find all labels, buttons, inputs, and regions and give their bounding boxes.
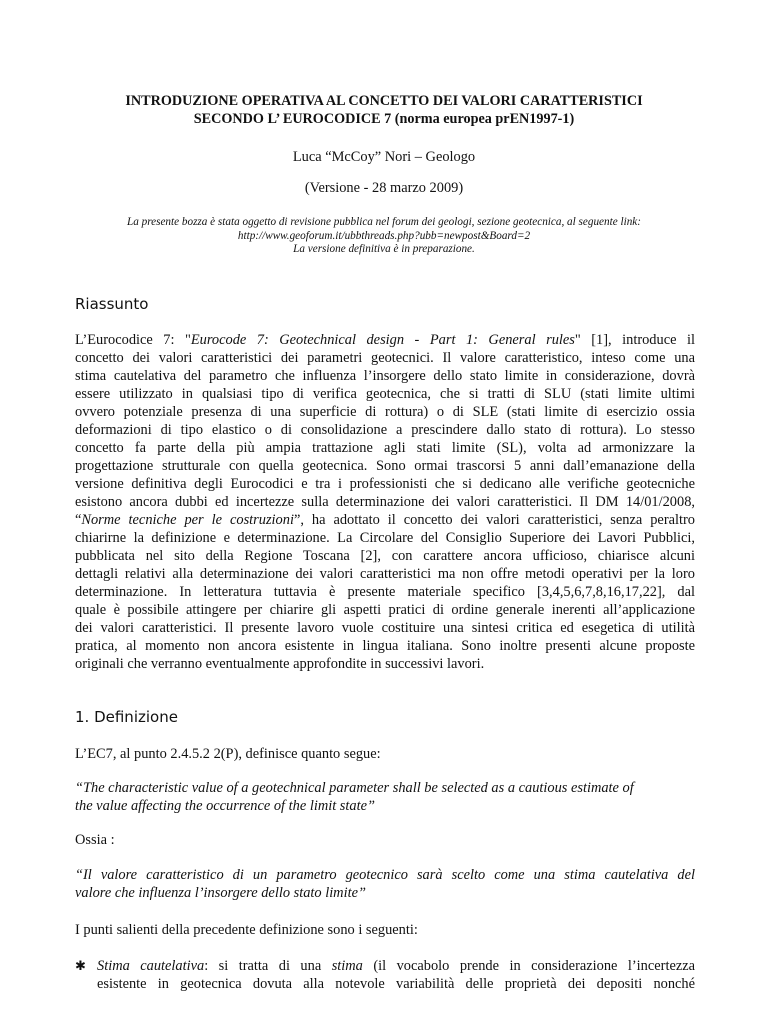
term-italic: Stima cautelativa — [97, 958, 205, 974]
author-line: Luca “McCoy” Nori – Geologo — [292, 149, 476, 165]
section-paragraph: Ossia : — [75, 832, 115, 848]
abstract-line: determinazione. In letteratura tuttavia è presente materiale specifico [3,4,5,6,7,8,16,17,22], dal — [75, 584, 695, 600]
abstract-line: quale è possibile attingere per chiarire gli aspetti pratici di ordine generale inerenti all’applicazione — [75, 602, 695, 618]
abstract-paragraph — [75, 331, 695, 673]
bullet-text — [97, 957, 695, 993]
title-line-1: INTRODUZIONE OPERATIVA AL CONCETTO DEI VALORI CARATTERISTICI — [125, 93, 643, 109]
abstract-line: stima cautelativa del parametro che influenza l’insorgere dello stato limite in considerazione, dovrà — [75, 368, 695, 384]
bullet-line: esistente in geotecnica dovuta alla notevole variabilità delle proprietà dei depositi nonché — [97, 976, 695, 992]
eurocode-title-italic: Eurocode 7: Geotechnical design - Part 1: General rules — [190, 332, 575, 348]
version-line: (Versione - 28 marzo 2009) — [304, 180, 464, 196]
term-italic: stima — [331, 958, 363, 974]
text-run: “ — [75, 512, 82, 528]
abstract-line: ovvero potenziale presenza di una superficie di rottura) o di SLE (stati limite di esercizio ossia — [75, 404, 695, 420]
abstract-line: esistono ancora dubbi ed incertezze sulla determinazione dei valori caratteristici. Il DM 14/01/2008, — [75, 494, 695, 510]
abstract-line: pratica, al momento non ancora esistente in lingua italiana. Sono inoltre presenti alcune proposte — [75, 638, 695, 654]
note-link[interactable]: http://www.geoforum.it/ubbthreads.php?ubb=newpost&Board=2 — [237, 229, 531, 242]
section-paragraph: L’EC7, al punto 2.4.5.2 2(P), definisce quanto segue: — [75, 746, 381, 762]
text-run: " [1], introduce il — [574, 332, 695, 348]
bullet-item — [75, 957, 695, 993]
abstract-line: chiarirne la definizione e determinazione. La Circolare del Consiglio Superiore dei Lavori Pubblici, — [75, 530, 695, 546]
english-quote — [75, 779, 695, 815]
revision-note — [60, 216, 708, 257]
abstract-line: dettagli relativi alla determinazione dei valori caratteristici ma non offre metodi operativi per la loro — [75, 566, 695, 582]
asterisk-bullet-icon: ✱ — [75, 958, 86, 973]
text-run: ”, ha adottato il concetto dei valori caratteristici, senza peraltro — [293, 512, 695, 528]
note-line-3: La versione definitiva è in preparazione. — [293, 243, 475, 255]
quote-line: “The characteristic value of a geotechnical parameter shall be selected as a cautious estimate of — [75, 780, 634, 796]
section-paragraph: I punti salienti della precedente definizione sono i seguenti: — [75, 922, 418, 938]
abstract-line: deformazioni di tipo elastico o di consolidazione a prescindere dallo stato di rottura). Lo stesso — [75, 422, 695, 438]
abstract-line: dei valori caratteristici. Il presente lavoro vuole costituire una sintesi critica ed esegetica di utilità — [75, 620, 695, 636]
document-title — [60, 92, 708, 128]
quote-line: valore che influenza l’insorgere dello stato limite” — [75, 885, 366, 901]
bullet-line — [97, 957, 695, 975]
quote-line: the value affecting the occurrence of the limit state” — [75, 798, 375, 814]
abstract-line: progettazione strutturale con quella geotecnica. Sono ormai trascorsi 5 anni dall’emanazione della — [75, 458, 695, 474]
abstract-line: originali che verranno eventualmente approfondite in successivi lavori. — [75, 656, 485, 672]
italian-quote — [75, 866, 695, 902]
text-run: (il vocabolo prende in considerazione l’incertezza — [362, 958, 695, 974]
abstract-line — [75, 331, 695, 349]
abstract-line — [75, 511, 695, 529]
quote-line: “Il valore caratteristico di un parametro geotecnico sarà scelto come una stima cautelativa del — [75, 867, 695, 883]
text-run: : si tratta di una — [204, 958, 332, 974]
abstract-line: pubblicata nel sito della Regione Toscana [2], con carattere ancora ufficioso, chiarisce alcuni — [75, 548, 695, 564]
title-line-2: SECONDO L’ EUROCODICE 7 (norma europea prEN1997-1) — [193, 111, 575, 127]
abstract-line: essere utilizzato in qualsiasi tipo di verifica geotecnica, che si tratti di SLU (stati limite ultimi — [75, 386, 695, 402]
abstract-line: concetto dei valori caratteristici dei parametri geotecnici. Il valore caratteristico, inteso come una — [75, 350, 695, 366]
abstract-line: concetto fa parte della più ampia trattazione agli stati limite (SL), volta ad armonizzare la — [75, 440, 695, 456]
note-line-1: La presente bozza è stata oggetto di revisione pubblica nel forum dei geologi, sezione geotecnica, al seguente link: — [126, 216, 641, 228]
abstract-line: versione definitiva degli Eurocodici e tra i professionisti che si dedicano alle verifiche geotecniche — [75, 476, 695, 492]
section-heading-definizione: 1. Definizione — [75, 708, 178, 726]
text-run: L’Eurocodice 7: " — [75, 332, 191, 348]
abstract-heading: Riassunto — [75, 295, 149, 313]
norme-title-italic: Norme tecniche per le costruzioni — [81, 512, 294, 528]
